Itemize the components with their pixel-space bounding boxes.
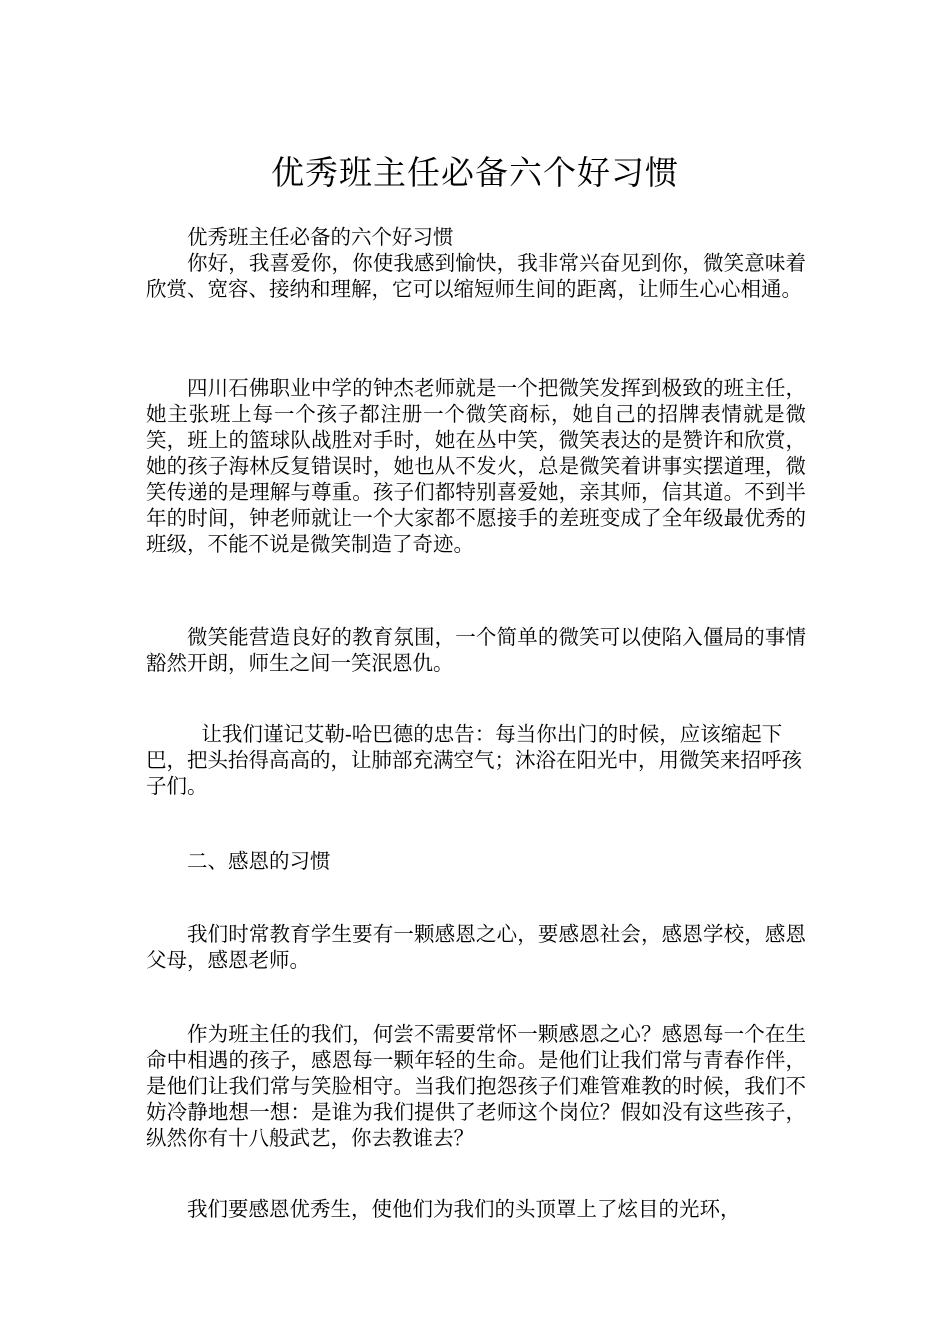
paragraph-2: 四川石佛职业中学的钟杰老师就是一个把微笑发挥到极致的班主任，她主张班上每一个孩子都注册一个微笑商标，她自己的招牌表情就是微笑，班上的篮球队战胜对手时，她在丛中笑，微笑表达的是赞许和欣赏，她的孩子海林反复错误时，她也从不发火，总是微笑着讲事实摆道理，微笑传递的是理解与尊重。孩子们都特别喜爱她，亲其师，信其道。不到半年的时间，钟老师就让一个大家都不愿接手的差班变成了全年级最优秀的班级，不能不说是微笑制造了奇迹。 xyxy=(146,376,806,556)
section-heading-gratitude: 二、感恩的习惯 xyxy=(187,849,331,873)
document-title: 优秀班主任必备六个好习惯 xyxy=(271,153,679,193)
paragraph-1: 你好，我喜爱你，你使我感到愉快，我非常兴奋见到你，微笑意味着欣赏、宽容、接纳和理解，它可以缩短师生间的距离，让师生心心相通。 xyxy=(146,251,806,301)
paragraph-5: 我们时常教育学生要有一颗感恩之心，要感恩社会，感恩学校，感恩父母，感恩老师。 xyxy=(146,922,806,972)
paragraph-7: 我们要感恩优秀生，使他们为我们的头顶罩上了炫目的光环， xyxy=(187,1197,741,1221)
document-subtitle: 优秀班主任必备的六个好习惯 xyxy=(187,225,454,249)
paragraph-6: 作为班主任的我们，何尝不需要常怀一颗感恩之心？感恩每一个在生命中相遇的孩子，感恩每一颗年轻的生命。是他们让我们常与青春作伴，是他们让我们常与笑脸相守。当我们抱怨孩子们难管难教的时候，我们不妨冷静地想一想：是谁为我们提供了老师这个岗位？假如没有这些孩子，纵然你有十八般武艺，你去教谁去？ xyxy=(146,1022,806,1150)
paragraph-3: 微笑能营造良好的教育氛围，一个简单的微笑可以使陷入僵局的事情豁然开朗，师生之间一笑泯恩仇。 xyxy=(146,625,806,675)
paragraph-4: 让我们谨记艾勒-哈巴德的忠告：每当你出门的时候，应该缩起下巴，把头抬得高高的，让肺部充满空气；沐浴在阳光中，用微笑来招呼孩子们。 xyxy=(146,722,802,798)
